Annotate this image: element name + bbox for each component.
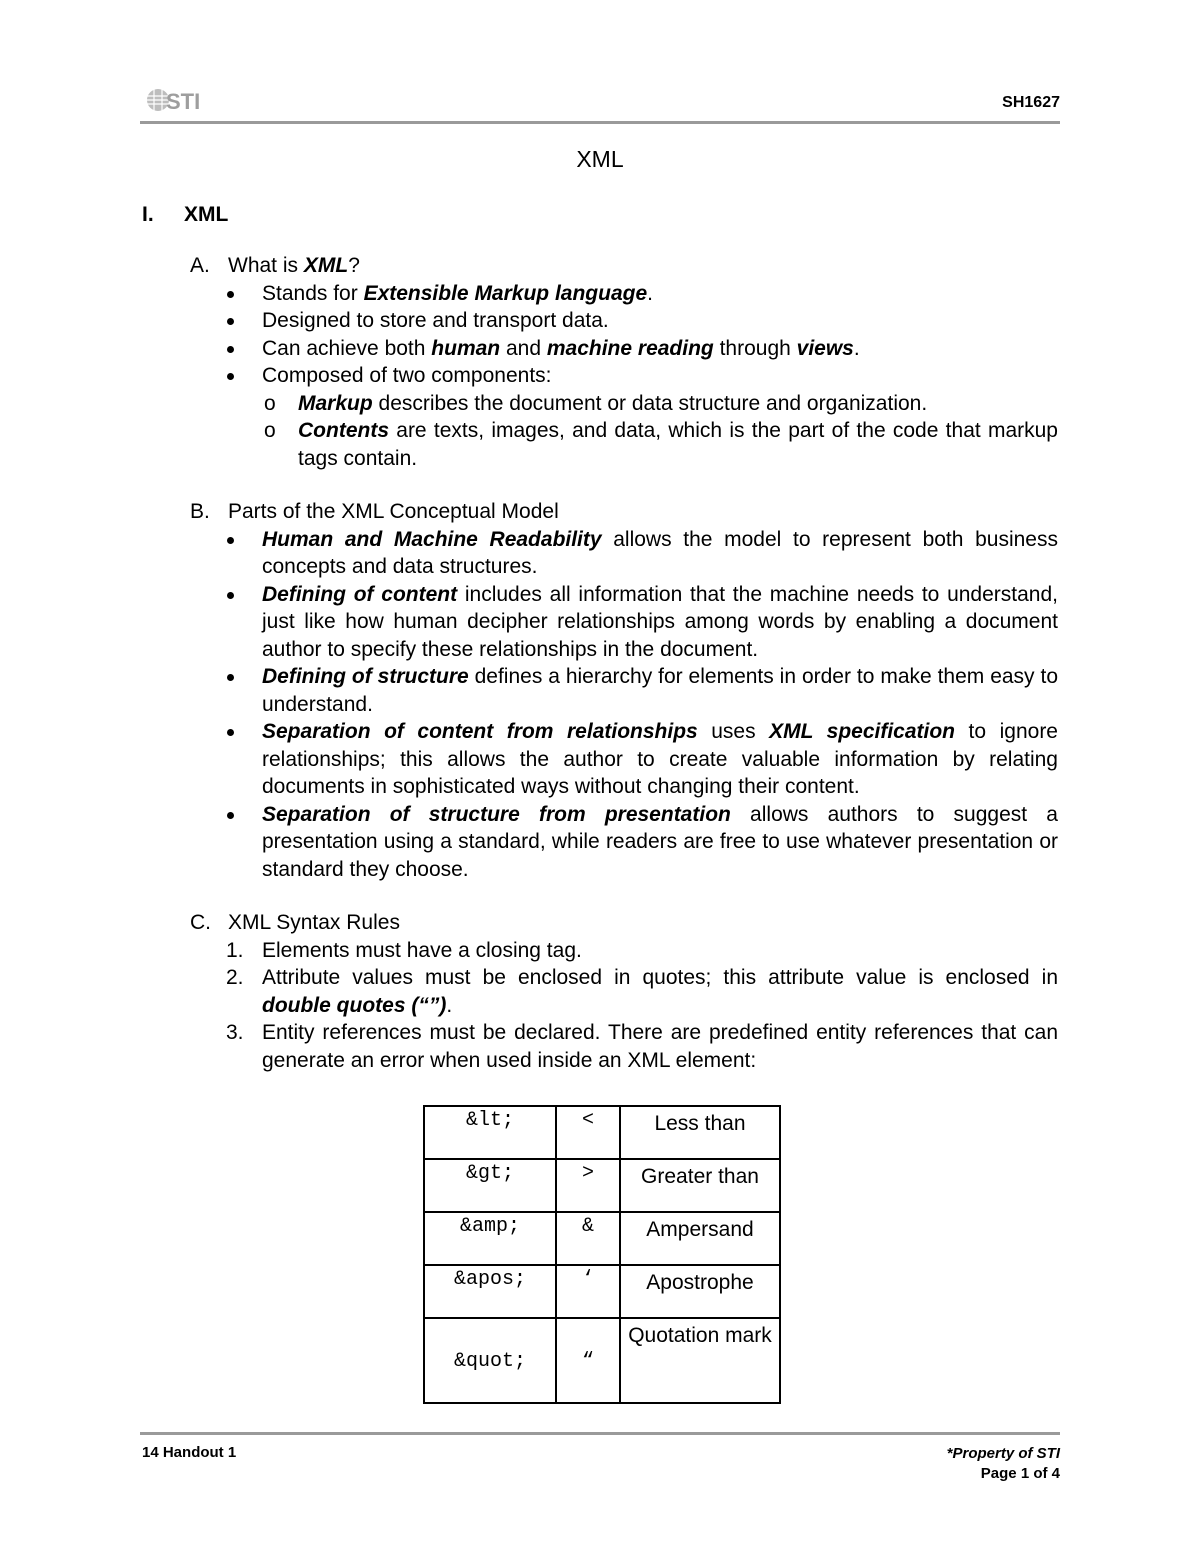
circle-bullet-icon: o	[264, 391, 276, 415]
list-item	[190, 362, 1058, 472]
bullet-list	[190, 526, 1058, 884]
sub-bullet-list	[262, 390, 1058, 473]
entity-description: Less than	[620, 1106, 780, 1159]
item-emphasis: machine reading	[546, 336, 714, 360]
item-emphasis: Markup	[298, 391, 373, 415]
table-row	[424, 1318, 780, 1403]
item-text-end: .	[647, 281, 653, 305]
subsection-conceptual-model	[190, 498, 1058, 883]
section-title: XML	[184, 203, 229, 226]
item-text: Elements must have a closing tag.	[262, 938, 582, 962]
page-title: XML	[576, 146, 624, 172]
list-item	[190, 335, 1058, 363]
list-item	[190, 1019, 1058, 1074]
entity-code: &gt;	[424, 1159, 556, 1212]
bullet-icon	[227, 674, 234, 681]
item-emphasis: Contents	[298, 419, 389, 442]
item-emphasis: views	[796, 336, 854, 360]
entity-reference-table	[423, 1105, 781, 1404]
item-emphasis: Defining of structure	[262, 665, 469, 688]
bullet-list	[190, 280, 1058, 473]
footer-handout-label: 14 Handout 1	[142, 1444, 237, 1461]
bullet-icon	[227, 812, 234, 819]
item-text: allows the model to represent both business concepts and data structures.	[262, 527, 1058, 578]
entity-description: Greater than	[620, 1159, 780, 1212]
item-text: uses	[697, 720, 770, 743]
item-text: defines a hierarchy for elements in order to make them easy to understand.	[262, 665, 1058, 716]
subsection-syntax-rules	[190, 909, 1058, 1074]
footer-divider	[140, 1432, 1060, 1435]
list-item	[190, 280, 1058, 308]
item-emphasis: double quotes (“”)	[262, 993, 447, 1017]
entity-char: &	[556, 1212, 620, 1265]
item-text: through	[713, 336, 797, 360]
table-row	[424, 1159, 780, 1212]
item-text: Designed to store and transport data.	[262, 309, 609, 332]
item-emphasis: Separation of structure from presentation	[262, 802, 731, 826]
document-code: SH1627	[1002, 94, 1060, 111]
item-text: Can achieve both	[262, 336, 432, 360]
item-emphasis: human	[431, 336, 501, 360]
section-heading	[142, 203, 228, 227]
bullet-icon	[227, 346, 234, 353]
subsection-what-is-xml	[190, 252, 1058, 472]
item-text: are texts, images, and data, which is the part of the code that markup tags contain.	[298, 419, 1058, 470]
list-item	[190, 307, 1058, 335]
entity-char: >	[556, 1159, 620, 1212]
svg-text:STI: STI	[166, 89, 201, 114]
subsection-letter: B.	[190, 500, 210, 523]
item-text: Entity references must be declared. There are predefined entity references that can generate an error when used inside an XML element:	[262, 1021, 1058, 1072]
bullet-icon	[227, 318, 234, 325]
footer-right	[947, 1444, 1060, 1484]
subsection-letter: C.	[190, 911, 211, 934]
footer-property: *Property of STI	[946, 1445, 1060, 1462]
numbered-list	[190, 937, 1058, 1075]
heading-text: Parts of the XML Conceptual Model	[228, 500, 559, 523]
list-item	[190, 718, 1058, 801]
sub-list-item	[262, 390, 1058, 418]
entity-code: &amp;	[424, 1212, 556, 1265]
entity-code: &apos;	[424, 1265, 556, 1318]
sub-list-item	[262, 417, 1058, 472]
bullet-icon	[227, 729, 234, 736]
heading-text: What is	[228, 254, 304, 277]
heading-text: XML Syntax Rules	[228, 911, 400, 934]
heading-emphasis: XML	[303, 254, 349, 277]
entity-description: Quotation mark	[620, 1318, 780, 1403]
table-row	[424, 1106, 780, 1159]
page-number: Page 1 of 4	[980, 1465, 1060, 1482]
item-text: Attribute values must be enclosed in quotes; this attribute value is enclosed in	[262, 966, 1058, 989]
item-text: describes the document or data structure and organization.	[372, 391, 928, 415]
entity-char: ‘	[556, 1265, 620, 1318]
list-item	[190, 937, 1058, 965]
bullet-icon	[227, 373, 234, 380]
bullet-icon	[227, 291, 234, 298]
subsection-heading	[190, 498, 1058, 526]
item-emphasis: Extensible Markup language	[363, 281, 648, 305]
item-emphasis: Separation of content from relationships	[262, 720, 698, 743]
item-number: 2.	[226, 966, 244, 989]
entity-code: &lt;	[424, 1106, 556, 1159]
bullet-icon	[227, 537, 234, 544]
entity-char: <	[556, 1106, 620, 1159]
sti-logo	[146, 86, 216, 114]
entity-code: &quot;	[424, 1318, 556, 1403]
item-number: 1.	[226, 938, 244, 962]
item-text: to ignore relationships; this allows the author to create valuable information by relating documents in sophisticated ways without changing their content.	[262, 720, 1058, 798]
circle-bullet-icon: o	[264, 419, 276, 442]
bullet-icon	[227, 592, 234, 599]
table-row	[424, 1212, 780, 1265]
list-item	[190, 964, 1058, 1019]
item-text: Stands for	[262, 281, 364, 305]
list-item	[190, 526, 1058, 581]
item-emphasis: XML specification	[769, 720, 956, 743]
heading-text-end: ?	[348, 254, 360, 277]
item-text-end: .	[446, 993, 453, 1017]
header-divider	[140, 121, 1060, 124]
entity-char: “	[556, 1318, 620, 1403]
item-text: allows authors to suggest a presentation using a standard, while readers are free to use whatever presentation or standard they choose.	[262, 802, 1058, 881]
subsection-heading	[190, 909, 1058, 937]
item-text-end: .	[853, 336, 860, 360]
item-emphasis: Human and Machine Readability	[262, 527, 602, 551]
document-body	[190, 252, 1058, 1100]
subsection-heading	[190, 252, 1058, 280]
section-number: I.	[142, 203, 154, 226]
list-item	[190, 581, 1058, 664]
entity-description: Apostrophe	[620, 1265, 780, 1318]
entity-description: Ampersand	[620, 1212, 780, 1265]
table-row	[424, 1265, 780, 1318]
item-emphasis: Defining of content	[262, 582, 458, 606]
item-number: 3.	[226, 1021, 244, 1044]
list-item	[190, 801, 1058, 884]
item-text: includes all information that the machine needs to understand, just like how human decipher relationships among words by enabling a document author to specify these relationships in the document.	[262, 582, 1058, 661]
subsection-letter: A.	[190, 254, 210, 277]
list-item	[190, 663, 1058, 718]
item-text: Composed of two components:	[262, 364, 552, 387]
item-text: and	[500, 336, 547, 360]
